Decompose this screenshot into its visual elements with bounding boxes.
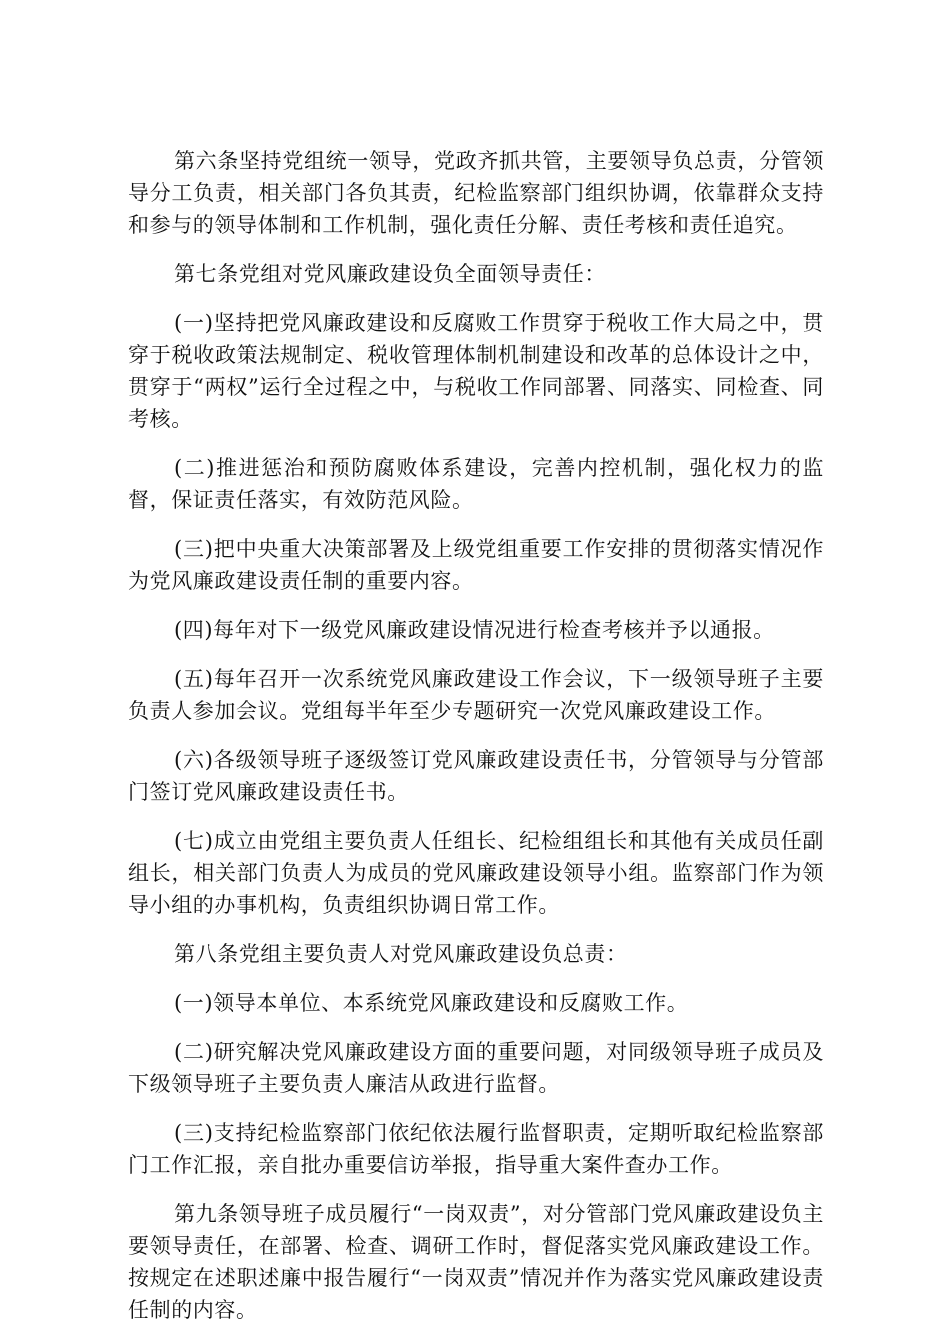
article-7-heading: 第七条党组对党风廉政建设负全面领导责任： — [174, 262, 606, 286]
article-7-item-5: (五)每年召开一次系统党风廉政建设工作会议，下一级领导班子主要负责人参加会议。党组每半年至少专题研究一次党风廉政建设工作。 — [128, 667, 824, 723]
article-7-item-7: (七)成立由党组主要负责人任组长、纪检组组长和其他有关成员任副组长，相关部门负责人为成员的党风廉政建设领导小组。监察部门作为领导小组的办事机构，负责组织协调日常工作。 — [128, 829, 824, 917]
article-8-item-2: (二)研究解决党风廉政建设方面的重要问题，对同级领导班子成员及下级领导班子主要负责人廉洁从政进行监督。 — [128, 1040, 824, 1096]
article-6-paragraph: 第六条坚持党组统一领导，党政齐抓共管，主要领导负总责，分管领导分工负责，相关部门各负其责，纪检监察部门组织协调，依靠群众支持和参与的领导体制和工作机制，强化责任分解、责任考核和责任追究。 — [128, 149, 824, 237]
article-7-item-4: (四)每年对下一级党风廉政建设情况进行检查考核并予以通报。 — [174, 618, 775, 642]
article-7-item-1: (一)坚持把党风廉政建设和反腐败工作贯穿于税收工作大局之中，贯穿于税收政策法规制定、税收管理体制机制建设和改革的总体设计之中，贯穿于“两权”运行全过程之中，与税收工作同部署、同落实、同检查、同考核。 — [128, 311, 824, 431]
article-7-item-2: (二)推进惩治和预防腐败体系建设，完善内控机制，强化权力的监督，保证责任落实，有效防范风险。 — [128, 456, 824, 512]
article-7-item-3: (三)把中央重大决策部署及上级党组重要工作安排的贯彻落实情况作为党风廉政建设责任制的重要内容。 — [128, 537, 824, 593]
document-body — [128, 145, 824, 1343]
article-9-paragraph: 第九条领导班子成员履行“一岗双责”，对分管部门党风廉政建设负主要领导责任，在部署、检查、调研工作时，督促落实党风廉政建设工作。按规定在述职述廉中报告履行“一岗双责”情况并作为落实党风廉政建设责任制的内容。 — [128, 1202, 824, 1322]
article-7-item-6: (六)各级领导班子逐级签订党风廉政建设责任书，分管领导与分管部门签订党风廉政建设责任书。 — [128, 748, 824, 804]
article-8-heading: 第八条党组主要负责人对党风廉政建设负总责： — [174, 942, 628, 966]
article-8-item-1: (一)领导本单位、本系统党风廉政建设和反腐败工作。 — [174, 991, 689, 1015]
article-8-item-3: (三)支持纪检监察部门依纪依法履行监督职责，定期听取纪检监察部门工作汇报，亲自批办重要信访举报，指导重大案件查办工作。 — [128, 1121, 824, 1177]
